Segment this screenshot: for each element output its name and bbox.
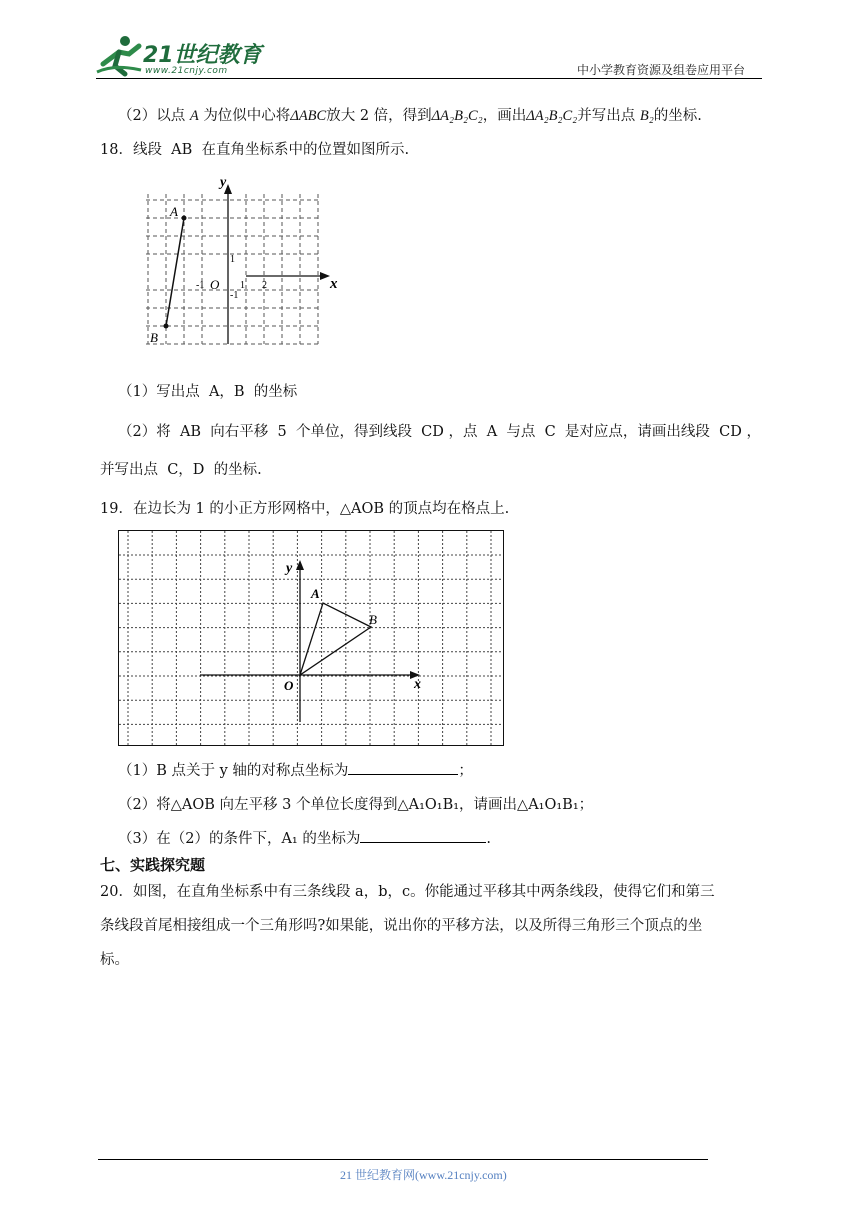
q19-part3-blank[interactable] <box>360 828 486 843</box>
site-logo <box>95 34 265 80</box>
q19-label-x: x <box>414 677 421 692</box>
q19-figure <box>118 530 506 748</box>
header-divider <box>96 78 762 79</box>
q19-part1-blank[interactable] <box>348 760 458 775</box>
q18-figure <box>140 172 350 352</box>
q18-tick-neg1y: -1 <box>230 290 239 301</box>
q19-triangle-aob <box>300 603 371 675</box>
logo-main-text: 21世纪教育 <box>143 43 262 68</box>
footer-text[interactable]: 21 世纪教育网(www.21cnjy.com) <box>340 1168 507 1182</box>
q19-part2: （2）将△AOB 向左平移 3 个单位长度得到△A₁O₁B₁，请画出△A₁O₁B₁； <box>118 797 594 813</box>
section-title: 七、实践探究题 <box>100 856 206 874</box>
q20-line3: 标。 <box>100 952 129 968</box>
q19-stem: 19．在边长为 1 的小正方形网格中，△AOB 的顶点均在格点上. <box>100 501 510 517</box>
runner-logo-icon <box>95 34 145 78</box>
q18-tick-neg1: -1 <box>196 280 205 291</box>
q18-part2-line1: （2）将 AB 向右平移 5 个单位，得到线段 CD ，点 A 与点 C 是对应点，请画出线段 CD ， <box>118 424 761 440</box>
q18-tick-1x: 1 <box>240 280 245 291</box>
q18-label-a: A <box>170 204 178 219</box>
q19-label-o: O <box>284 678 294 693</box>
footer-divider <box>98 1159 708 1160</box>
q19-part1: （1）B 点关于 y 轴的对称点坐标为 ； <box>118 760 473 781</box>
header-tagline: 中小学教育资源及组卷应用平台 <box>577 63 746 77</box>
q19-label-y: y <box>286 561 293 576</box>
q18-label-y: y <box>220 175 227 190</box>
q19-part3: （3）在（2）的条件下，A₁ 的坐标为 . <box>118 828 491 849</box>
q18-tick-1y: 1 <box>230 254 235 265</box>
q20-line1: 20．如图，在直角坐标系中有三条线段 a，b，c。你能通过平移其中两条线段，使得它们和第三 <box>100 884 715 900</box>
q19-label-a: A <box>311 586 320 601</box>
logo-url-text: www.21cnjy.com <box>145 66 228 76</box>
q18-label-o: O <box>210 277 220 292</box>
q18-label-b: B <box>150 330 158 345</box>
q20-line2: 条线段首尾相接组成一个三角形吗?如果能，说出你的平移方法，以及所得三角形三个顶点的坐 <box>100 918 703 934</box>
q17-part2: （2）以点 A 为位似中心将ΔABC放大 2 倍，得到ΔA₂B₂C₂，画出ΔA₂B₂C₂并写出点 B₂的坐标. <box>118 108 702 124</box>
q18-segment-ab <box>166 218 184 326</box>
q18-part1: （1）写出点 A，B 的坐标 <box>118 384 298 400</box>
q19-y-arrow <box>296 560 304 570</box>
q18-stem: 18．线段 AB 在直角坐标系中的位置如图所示. <box>100 142 410 158</box>
q18-part2-line2: 并写出点 C，D 的坐标. <box>100 462 262 478</box>
q18-label-x: x <box>330 276 338 292</box>
q18-x-arrow <box>320 272 330 280</box>
q18-tick-2x: 2 <box>262 280 267 291</box>
q19-label-b: B <box>369 612 377 627</box>
